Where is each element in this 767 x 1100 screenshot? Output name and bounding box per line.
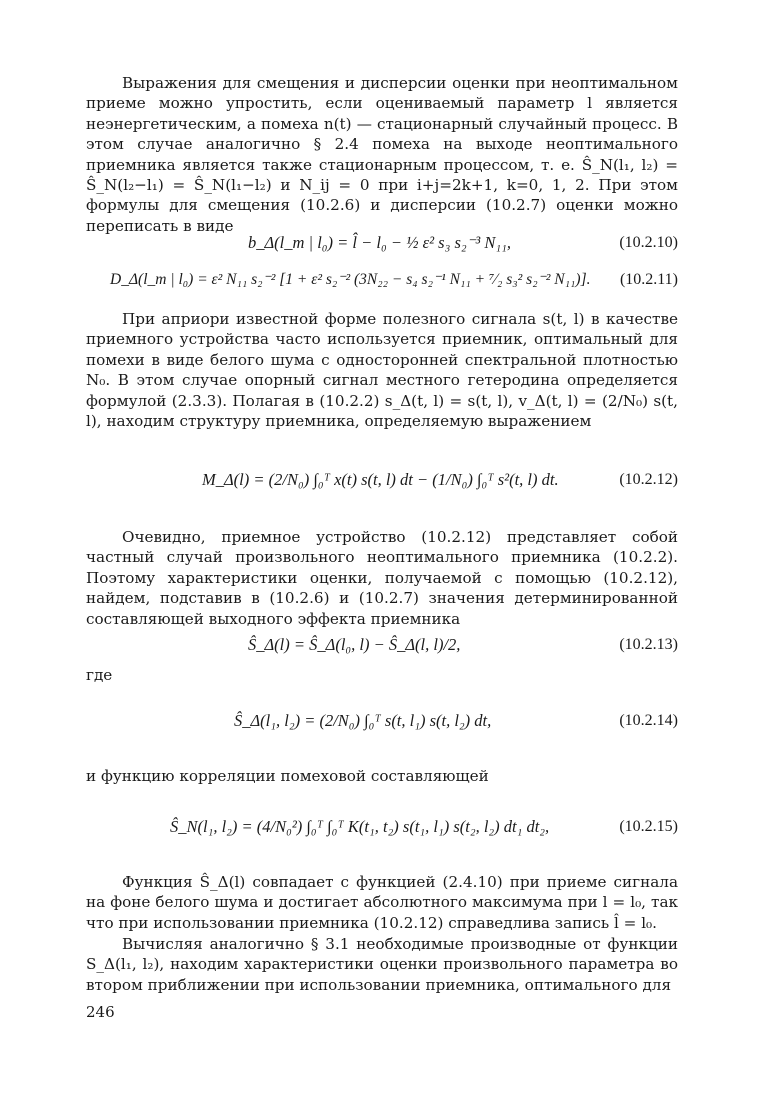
equation-number: (10.2.13) [619,636,678,653]
equation-body: Ŝ_Δ(l₁, l₂) = (2/N₀) ∫₀ᵀ s(t, l₁) s(t, l₂) dt, [234,711,492,730]
equation-number: (10.2.10) [619,234,678,251]
equation-body: Ŝ_N(l₁, l₂) = (4/N₀²) ∫₀ᵀ ∫₀ᵀ K(t₁, t₂) s(t₁, l₁) s(t₂, l₂) dt₁ dt₂, [170,817,550,836]
equation-10-2-13 [86,633,678,661]
equation-10-2-15 [86,815,678,843]
paragraph-6: Функция Ŝ_Δ(l) совпадает с функцией (2.4.10) при приеме сигнала на фоне белого шума и достигает абсолютного максимума при l = l₀, так что при использовании приемника (10.2.12) справедлива запись l̂ = l₀. [86,873,678,932]
paragraph-7: Вычисляя аналогично § 3.1 необходимые производные от функции S_Δ(l₁, l₂), находим характеристики оценки произвольного параметра во втором приближении при использовании приемника, оптимального для [86,935,678,994]
equation-10-2-10 [86,231,678,259]
word-where: где [86,666,113,684]
correlation-intro: и функцию корреляции помеховой составляющей [86,767,489,785]
equation-number: (10.2.11) [619,271,678,288]
page-number: 246 [86,1003,115,1021]
equation-10-2-11 [86,268,678,296]
paragraph-1: Выражения для смещения и дисперсии оценки при неоптимальном приеме можно упростить, если оцениваемый параметр l является неэнергетическим, а помеха n(t) — стационарный случайный процесс. В этом случае аналогично § 2.4 помеха на выходе неоптимального приемника является также стационарным процессом, т. е. Ŝ_N(l₁, l₂) = Ŝ_N(l₂−l₁) = Ŝ_N(l₁−l₂) и N_ij = 0 при i+j=2k+1, k=0, 1, 2. При этом формулы для смещения (10.2.6) и дисперсии (10.2.7) оценки можно переписать в виде [86,74,678,235]
paragraph-2: При априори известной форме полезного сигнала s(t, l) в качестве приемного устройства часто используется приемник, оптимальный для помехи в виде белого шума с односторонней спектральной плотностью N₀. В этом случае опорный сигнал местного гетеродина определяется формулой (2.3.3). Полагая в (10.2.2) s_Δ(t, l) = s(t, l), v_Δ(t, l) = (2/N₀) s(t, l), находим структуру приемника, определяемую выражением [86,310,678,431]
equation-number: (10.2.14) [619,712,678,729]
equation-body: D_Δ(l_m | l₀) = ε² N₁₁ s₂⁻² [1 + ε² s₂⁻² (3N₂₂ − s₄ s₂⁻¹ N₁₁ + ⁷⁄₂ s₃² s₂⁻² N₁₁)]. [110,271,591,288]
paragraph-3: Очевидно, приемное устройство (10.2.12) представляет собой частный случай произвольного неоптимального приемника (10.2.2). Поэтому характеристики оценки, получаемой с помощью (10.2.12), найдем, подставив в (10.2.6) и (10.2.7) значения детерминированной составляющей выходного эффекта приемника [86,528,678,628]
equation-body: b_Δ(l_m | l₀) = l̂ − l₀ − ½ ε² s₃ s₂⁻³ N₁₁, [248,233,511,252]
equation-10-2-12 [86,468,678,496]
equation-body: M_Δ(l) = (2/N₀) ∫₀ᵀ x(t) s(t, l) dt − (1/N₀) ∫₀ᵀ s²(t, l) dt. [202,470,559,489]
equation-body: Ŝ_Δ(l) = Ŝ_Δ(l₀, l) − Ŝ_Δ(l, l)/2, [248,635,461,654]
equation-number: (10.2.15) [619,818,678,835]
equation-number: (10.2.12) [619,471,678,488]
equation-10-2-14 [86,709,678,737]
